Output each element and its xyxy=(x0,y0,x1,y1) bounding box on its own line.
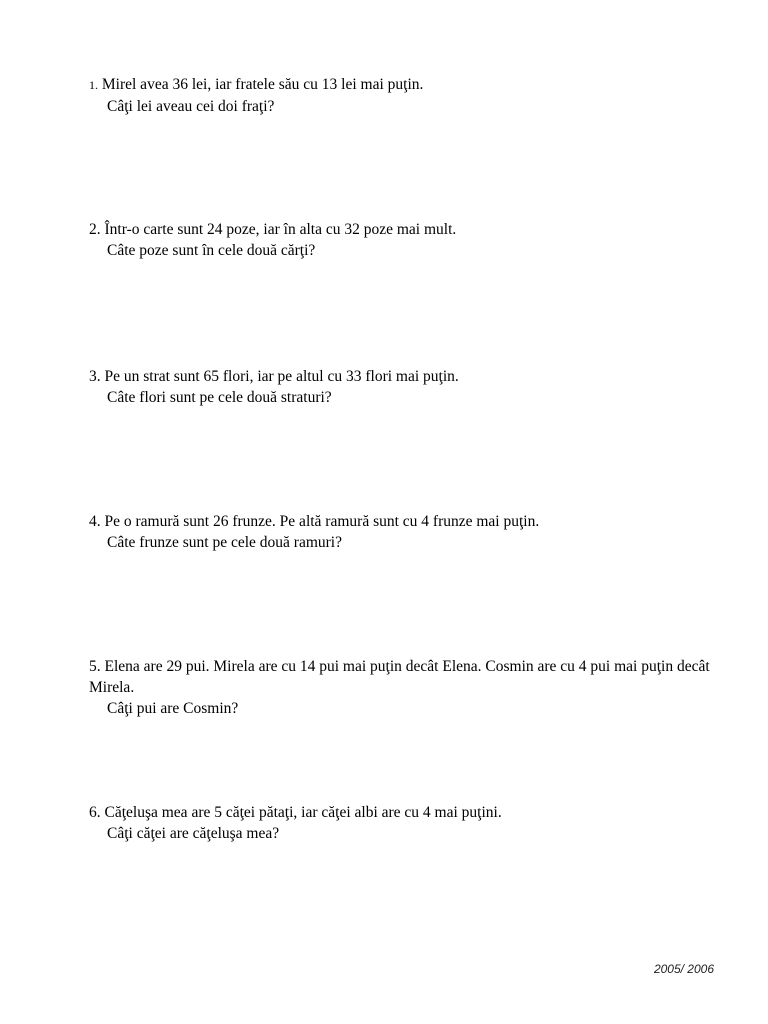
problem-5 xyxy=(89,656,719,719)
problem-number: 5. xyxy=(89,658,101,675)
problem-text: Elena are 29 pui. Mirela are cu 14 pui mai puţin decât Elena. Cosmin are cu 4 pui mai puţin decât Mirela. xyxy=(89,658,710,696)
problem-number: 2. xyxy=(89,221,101,238)
problem-number: 6. xyxy=(89,804,101,821)
problem-number: 1. xyxy=(89,78,98,92)
problem-statement xyxy=(89,802,729,823)
problem-statement xyxy=(89,219,729,240)
problem-text: Căţeluşa mea are 5 căţei pătaţi, iar căţei albi are cu 4 mai puţini. xyxy=(104,804,502,821)
problem-text: Într-o carte sunt 24 poze, iar în alta cu 32 poze mai mult. xyxy=(104,221,457,238)
problem-question: Câţi pui are Cosmin? xyxy=(107,700,239,717)
problem-1 xyxy=(89,74,729,117)
problem-text: Pe o ramură sunt 26 frunze. Pe altă ramură sunt cu 4 frunze mai puţin. xyxy=(104,513,540,530)
problem-3 xyxy=(89,366,729,408)
problem-number: 3. xyxy=(89,368,101,385)
problem-statement xyxy=(89,656,719,698)
problem-question: Câţi lei aveau cei doi fraţi? xyxy=(107,98,275,115)
problem-text: Mirel avea 36 lei, iar fratele său cu 13 lei mai puţin. xyxy=(101,76,424,93)
problem-6 xyxy=(89,802,729,844)
problem-question: Câţi căţei are căţeluşa mea? xyxy=(107,825,280,842)
problem-statement xyxy=(89,366,729,387)
problem-question: Câte flori sunt pe cele două straturi? xyxy=(107,389,332,406)
problem-number: 4. xyxy=(89,513,101,530)
problem-statement xyxy=(89,511,729,532)
problem-statement xyxy=(89,74,729,96)
problem-text: Pe un strat sunt 65 flori, iar pe altul cu 33 flori mai puţin. xyxy=(104,368,459,385)
problem-4 xyxy=(89,511,729,553)
problem-2 xyxy=(89,219,729,261)
problem-question: Câte frunze sunt pe cele două ramuri? xyxy=(107,534,342,551)
problem-question: Câte poze sunt în cele două cărţi? xyxy=(107,242,316,259)
school-year-footer: 2005/ 2006 xyxy=(653,962,714,976)
